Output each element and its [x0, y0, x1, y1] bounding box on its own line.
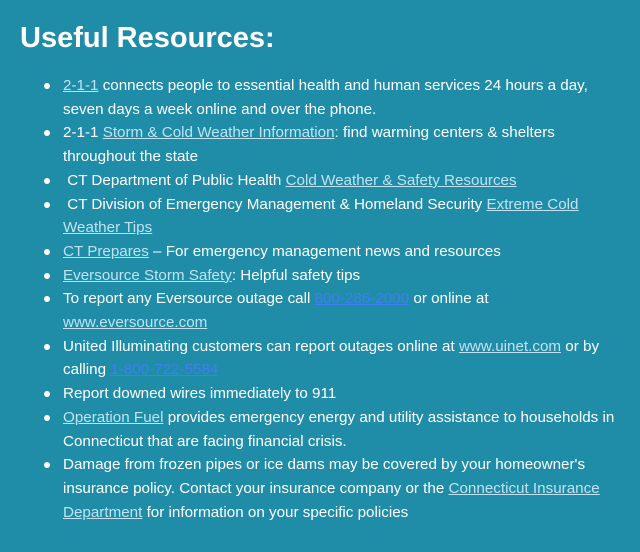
- link-ct-prepares[interactable]: CT Prepares: [63, 242, 149, 260]
- list-item: CT Division of Emergency Management & Homeland Security Extreme Cold Weather Tips: [44, 193, 620, 240]
- list-item: CT Department of Public Health Cold Weather & Safety Resources: [44, 169, 620, 193]
- link-storm-cold-weather-info[interactable]: Storm & Cold Weather Information: [102, 124, 335, 142]
- link-211[interactable]: 2-1-1: [63, 77, 99, 94]
- list-item: To report any Eversource outage call 800-286-2000 or online at www.eversource.com: [44, 287, 620, 334]
- link-eversource-storm-safety[interactable]: Eversource Storm Safety: [63, 266, 232, 284]
- list-item: United Illuminating customers can report outages online at www.uinet.com or by calling 1-800-722-5584: [44, 335, 620, 382]
- list-item: CT Prepares – For emergency management news and resources: [44, 240, 620, 264]
- list-item: 2-1-1 Storm & Cold Weather Information: find warming centers & shelters throughout the state: [44, 121, 620, 168]
- link-operation-fuel[interactable]: Operation Fuel: [63, 408, 164, 426]
- page-title: Useful Resources:: [20, 22, 275, 54]
- resource-list: [20, 74, 620, 524]
- list-item: Operation Fuel provides emergency energy and utility assistance to households in Connecticut that are facing financial crisis.: [44, 406, 620, 453]
- list-item: 2-1-1 connects people to essential health and human services 24 hours a day, seven days a week online and over the phone.: [44, 74, 620, 121]
- phone-link-eversource[interactable]: 800-286-2000: [314, 290, 410, 308]
- list-item: Report downed wires immediately to 911: [44, 382, 620, 406]
- phone-link-united-illuminating[interactable]: 1-800-722-5584: [110, 361, 219, 379]
- list-item: Eversource Storm Safety: Helpful safety tips: [44, 264, 620, 288]
- link-eversource-website[interactable]: www.eversource.com: [63, 314, 208, 332]
- link-uinet-website[interactable]: www.uinet.com: [458, 337, 562, 355]
- link-cold-weather-safety-resources[interactable]: Cold Weather & Safety Resources: [285, 171, 517, 189]
- list-item: Damage from frozen pipes or ice dams may be covered by your homeowner's insurance policy. Contact your insurance company or the Connecticut Insurance Department for information on your specific policies: [44, 453, 620, 524]
- link-extreme-cold-weather-tips[interactable]: Extreme Cold Weather Tips: [63, 195, 579, 237]
- link-ct-insurance-department[interactable]: Connecticut Insurance Department: [63, 479, 600, 521]
